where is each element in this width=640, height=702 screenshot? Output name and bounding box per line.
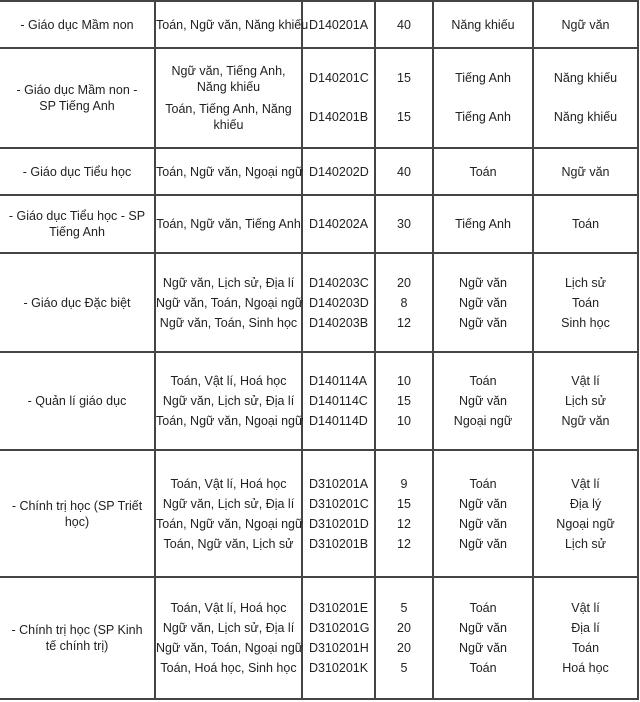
major-code-cell [302,352,375,450]
major-code: D310201G [309,621,370,635]
subject-combination-cell [155,148,302,195]
quota: 40 [397,164,411,179]
major-code: D310201D [309,516,369,531]
subject-combination: Toán, Vật lí, Hoá học [170,601,287,615]
priority-subject: Hoá học [562,661,609,675]
quota: 40 [397,17,411,32]
main-subject: Ngữ văn [459,394,507,408]
table-row [0,352,638,450]
priority-subject: Ngoại ngữ [556,516,615,531]
quota-cell [375,1,433,48]
quota-cell [375,48,433,148]
priority-subject: Địa lý [569,496,602,511]
priority-subject-cell [533,253,638,352]
subject-combination-cell [155,352,302,450]
quota: 9 [400,476,408,491]
table-row [0,1,638,48]
major-code-cell [302,195,375,253]
major-name-cell [0,195,155,253]
major-code-cell [302,577,375,699]
major-code: D310201A [309,476,369,491]
subject-combination: Toán, Tiếng Anh, Năng khiếu [165,102,292,132]
quota: 10 [397,414,411,428]
major-name: - Giáo dục Tiểu học [22,164,132,179]
major-code: D140201A [309,17,369,32]
major-code: D140114D [309,414,368,428]
priority-subject: Lịch sử [564,275,607,290]
quota: 5 [400,661,408,675]
quota: 20 [397,275,411,290]
main-subject: Tiếng Anh [455,71,511,85]
quota-cell [375,352,433,450]
priority-subject: Toán [571,295,600,310]
major-name: - Giáo dục Mầm non - SP Tiếng Anh [16,83,138,113]
major-code-cell [302,48,375,148]
subject-combination: Ngữ văn, Lịch sử, Địa lí [162,394,295,408]
major-code: D140114A [309,374,368,388]
main-subject-cell [433,48,533,148]
subject-combination: Toán, Ngữ văn, Ngoại ngữ [156,516,304,531]
major-name-cell [0,1,155,48]
main-subject: Tiếng Anh [455,217,511,231]
main-subject: Ngữ văn [459,641,507,655]
major-code: D140203B [309,315,369,330]
table-row [0,577,638,699]
subject-combination: Toán, Ngữ văn, Ngoại ngữ [156,414,304,428]
priority-subject: Ngữ văn [561,414,610,428]
subject-combination-cell [155,1,309,48]
priority-subject-cell [533,577,638,699]
subject-combination: Toán, Ngữ văn, Tiếng Anh [156,217,301,231]
priority-subject: Năng khiếu [553,110,618,124]
major-code-cell [302,1,375,48]
subject-combination-cell [155,577,302,699]
main-subject-cell [433,195,533,253]
priority-subject: Ngữ văn [561,164,610,179]
major-code: D140114C [309,394,368,408]
main-subject: Toán [469,164,497,179]
subject-combination: Toán, Vật lí, Hoá học [170,476,287,491]
quota: 10 [397,374,411,388]
major-name-cell [0,48,155,148]
main-subject-cell [433,450,533,577]
main-subject-cell [433,352,533,450]
priority-subject: Lịch sử [564,536,607,551]
major-code-cell [302,450,375,577]
subject-combination: Ngữ văn, Lịch sử, Địa lí [162,275,295,290]
priority-subject: Toán [571,641,600,655]
major-code-cell [302,148,375,195]
main-subject: Tiếng Anh [455,110,511,124]
priority-subject-cell [533,1,638,48]
subject-combination: Toán, Hoá học, Sinh học [160,661,297,675]
main-subject: Ngữ văn [459,496,507,511]
main-subject-cell [433,148,533,195]
quota-cell [375,577,433,699]
major-code: D140201B [309,110,369,124]
main-subject: Ngữ văn [459,315,507,330]
main-subject: Ngoại ngữ [453,414,513,428]
table-row [0,48,638,148]
major-code: D140201C [309,71,369,85]
quota-cell [375,450,433,577]
major-code: D310201H [309,641,369,655]
major-name: - Giáo dục Tiểu học - SP Tiếng Anh [8,209,146,239]
subject-combination-cell [155,48,302,148]
subject-combination-cell [155,450,302,577]
quota: 12 [397,536,411,551]
major-name: - Quản lí giáo dục [27,394,127,408]
priority-subject: Toán [571,217,600,231]
subject-combination: Toán, Ngữ văn, Năng khiếu [156,17,309,32]
subject-combination: Toán, Ngữ văn, Ngoại ngữ [156,164,304,179]
subject-combination: Ngữ văn, Lịch sử, Địa lí [162,496,295,511]
subject-combination: Toán, Vật lí, Hoá học [170,374,287,388]
priority-subject-cell [533,450,638,577]
quota-cell [375,148,433,195]
subject-combination: Ngữ văn, Tiếng Anh, Năng khiếu [171,64,286,94]
main-subject: Ngữ văn [459,275,507,290]
main-subject: Toán [469,601,497,615]
quota-cell [375,253,433,352]
main-subject: Ngữ văn [459,536,507,551]
quota: 15 [397,110,411,124]
quota: 12 [397,315,411,330]
quota: 12 [397,516,411,531]
priority-subject: Ngữ văn [561,17,610,32]
major-name-cell [0,253,155,352]
priority-subject-cell [533,195,638,253]
quota: 8 [400,295,408,310]
main-subject: Toán [469,374,497,388]
quota: 15 [397,71,411,85]
quota-cell [375,195,433,253]
priority-subject: Lịch sử [564,394,607,408]
main-subject: Ngữ văn [459,621,507,635]
major-name: - Giáo dục Đặc biệt [23,295,131,310]
priority-subject: Địa lí [571,621,600,635]
major-code: D140202D [309,164,369,179]
priority-subject: Sinh học [561,315,610,330]
quota: 30 [397,217,411,231]
main-subject: Toán [469,476,497,491]
major-name: - Giáo dục Mầm non [20,17,134,32]
table-row [0,148,638,195]
major-code: D140203D [309,295,369,310]
priority-subject: Vật lí [571,601,600,615]
table-body [0,1,638,699]
table-row [0,253,638,352]
major-code: D310201E [309,601,369,615]
major-name-cell [0,148,155,195]
main-subject: Ngữ văn [459,516,507,531]
main-subject-cell [433,577,533,699]
priority-subject: Năng khiếu [553,71,618,85]
main-subject: Toán [469,661,497,675]
major-code: D140203C [309,275,369,290]
major-code: D310201B [309,536,369,551]
main-subject-cell [433,1,533,48]
priority-subject-cell [533,48,638,148]
table-row [0,450,638,577]
major-code: D310201C [309,496,369,511]
quota: 20 [397,641,411,655]
main-subject-cell [433,253,533,352]
subject-combination-cell [155,253,302,352]
subject-combination: Ngữ văn, Toán, Ngoại ngữ [156,295,304,310]
table-row [0,195,638,253]
quota: 15 [397,496,411,511]
main-subject: Ngữ văn [459,295,507,310]
major-name: - Chính trị học (SP Triết học) [11,498,143,529]
major-code: D310201K [309,661,369,675]
major-name-cell [0,352,155,450]
priority-subject: Vật lí [571,476,600,491]
major-name-cell [0,450,155,577]
priority-subject: Vật lí [571,374,600,388]
subject-combination: Ngữ văn, Toán, Sinh học [159,315,298,330]
priority-subject-cell [533,352,638,450]
quota: 15 [397,394,411,408]
major-code: D140202A [309,217,369,231]
subject-combination: Toán, Ngữ văn, Lịch sử [163,536,294,551]
priority-subject-cell [533,148,638,195]
subject-combination: Ngữ văn, Toán, Ngoại ngữ [156,641,304,655]
quota: 20 [397,621,411,635]
major-code-cell [302,253,375,352]
major-name-cell [0,577,155,699]
subject-combination: Ngữ văn, Lịch sử, Địa lí [162,621,295,635]
major-name: - Chính trị học (SP Kinh tế chính trị) [11,623,143,653]
quota: 5 [400,601,408,615]
subject-combination-cell [155,195,302,253]
main-subject: Năng khiếu [451,17,515,32]
